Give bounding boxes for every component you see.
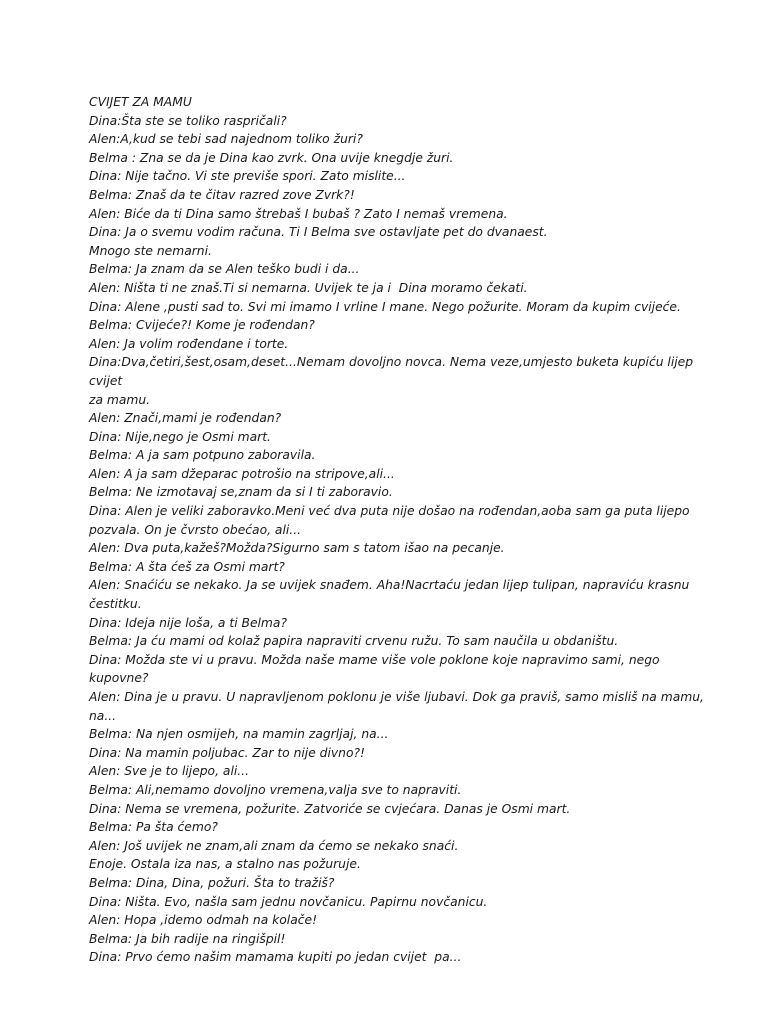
dialogue-line: Belma: Ja bih radije na ringišpil! — [89, 931, 286, 946]
dialogue-line: Dina:Dva,četiri,šest,osam,deset...Nemam dovoljno novca. Nema veze,umjesto buketa kupiću lijep cvijet — [89, 355, 697, 388]
dialogue-line: Dina: Ništa. Evo, našla sam jednu novčanicu. Papirnu novčanicu. — [89, 894, 488, 909]
dialogue-line: Dina: Možda ste vi u pravu. Možda naše mame više vole poklone koje napravimo sami, nego kupovne? — [89, 652, 664, 686]
dialogue-line: Alen: Ništa ti ne znaš.Ti si nemarna. Uvijek te ja i Dina moramo čekati. — [89, 280, 528, 295]
dialogue-line: Dina: Ideja nije loša, a ti Belma? — [89, 615, 287, 630]
dialogue-line: Belma: Ali,nemamo dovoljno vremena,valja sve to napraviti. — [89, 782, 462, 797]
dialogue-line: Belma: Cvijeće?! Kome je rođendan? — [89, 318, 315, 333]
dialogue-line: Dina: Alen je veliki zaboravko.Meni već dva puta nije došao na rođendan,aoba sam ga puta lijepo — [89, 504, 690, 519]
dialogue-line: Belma: A šta ćeš za Osmi mart? — [89, 559, 285, 574]
dialogue-line: Alen: Sve je to lijepo, ali... — [89, 764, 249, 779]
dialogue-line: Dina: Na mamin poljubac. Zar to nije divno?! — [89, 745, 365, 760]
dialogue-line: Alen: Hopa ,idemo odmah na kolače! — [89, 913, 318, 928]
dialogue-line: Alen:A,kud se tebi sad najednom toliko žuri? — [89, 132, 363, 147]
dialogue-line: Belma: Pa šta ćemo? — [89, 820, 218, 835]
dialogue-line: Alen: Znači,mami je rođendan? — [89, 411, 282, 426]
dialogue-line: Belma: Na njen osmijeh, na mamin zagrljaj, na... — [89, 727, 389, 742]
dialogue-line: Dina: Prvo ćemo našim mamama kupiti po jedan cvijet pa... — [89, 950, 462, 965]
dialogue-line: Alen: A ja sam džeparac potrošio na stripove,ali... — [89, 466, 395, 481]
dialogue-line: Belma : Zna se da je Dina kao zvrk. Ona uvije knegdje žuri. — [89, 150, 454, 165]
dialogue-line: Alen: Dina je u pravu. U napravljenom poklonu je više ljubavi. Dok ga praviš, samo misliš na mamu, na... — [89, 690, 708, 723]
dialogue-line: Dina: Nije,nego je Osmi mart. — [89, 429, 271, 444]
document-page — [89, 93, 709, 967]
dialogue-lines — [89, 112, 709, 967]
dialogue-line: pozvala. On je čvrsto obećao, ali... — [89, 522, 302, 537]
dialogue-line: Belma: Ne izmotavaj se,znam da si I ti zaboravio. — [89, 485, 393, 500]
dialogue-line: Dina: Nema se vremena, požurite. Zatvoriće se cvjećara. Danas je Osmi mart. — [89, 801, 571, 816]
dialogue-line: Alen: Još uvijek ne znam,ali znam da ćemo se nekako snaći. — [89, 838, 459, 853]
dialogue-line: Enoje. Ostala iza nas, a stalno nas požuruje. — [89, 857, 361, 872]
dialogue-line: Alen: Snaćiću se nekako. Ja se uvijek snađem. Aha!Nacrtaću jedan lijep tulipan, napraviću krasnu — [89, 578, 690, 593]
dialogue-line: Dina: Nije tačno. Vi ste previše spori. Zato mislite... — [89, 169, 406, 184]
dialogue-line: Alen: Biće da ti Dina samo štrebaš I bubaš ? Zato I nemaš vremena. — [89, 206, 508, 221]
dialogue-line: Belma: Ja ću mami od kolaž papira napraviti crvenu ružu. To sam naučila u obdaništu. — [89, 634, 619, 649]
dialogue-line: Belma: A ja sam potpuno zaboravila. — [89, 448, 316, 463]
dialogue-line: Dina: Ja o svemu vodim računa. Ti I Belma sve ostavljate pet do dvanaest. — [89, 225, 548, 240]
dialogue-line: za mamu. — [89, 392, 151, 407]
dialogue-line: Dina:Šta ste se toliko raspričali? — [89, 113, 287, 128]
dialogue-line: čestitku. — [89, 597, 142, 612]
dialogue-line: Alen: Ja volim rođendane i torte. — [89, 336, 289, 351]
dialogue-line: Dina: Alene ,pusti sad to. Svi mi imamo I vrline I mane. Nego požurite. Moram da kupim cvijeće. — [89, 299, 681, 314]
dialogue-line: Belma: Ja znam da se Alen teško budi i da... — [89, 262, 360, 277]
document-title: CVIJET ZA MAMU — [89, 95, 192, 109]
dialogue-line: Belma: Znaš da te čitav razred zove Zvrk?! — [89, 187, 355, 202]
dialogue-line: Belma: Dina, Dina, požuri. Šta to tražiš? — [89, 875, 335, 890]
dialogue-line: Mnogo ste nemarni. — [89, 243, 212, 258]
dialogue-line: Alen: Dva puta,kažeš?Možda?Sigurno sam s tatom išao na pecanje. — [89, 541, 505, 556]
